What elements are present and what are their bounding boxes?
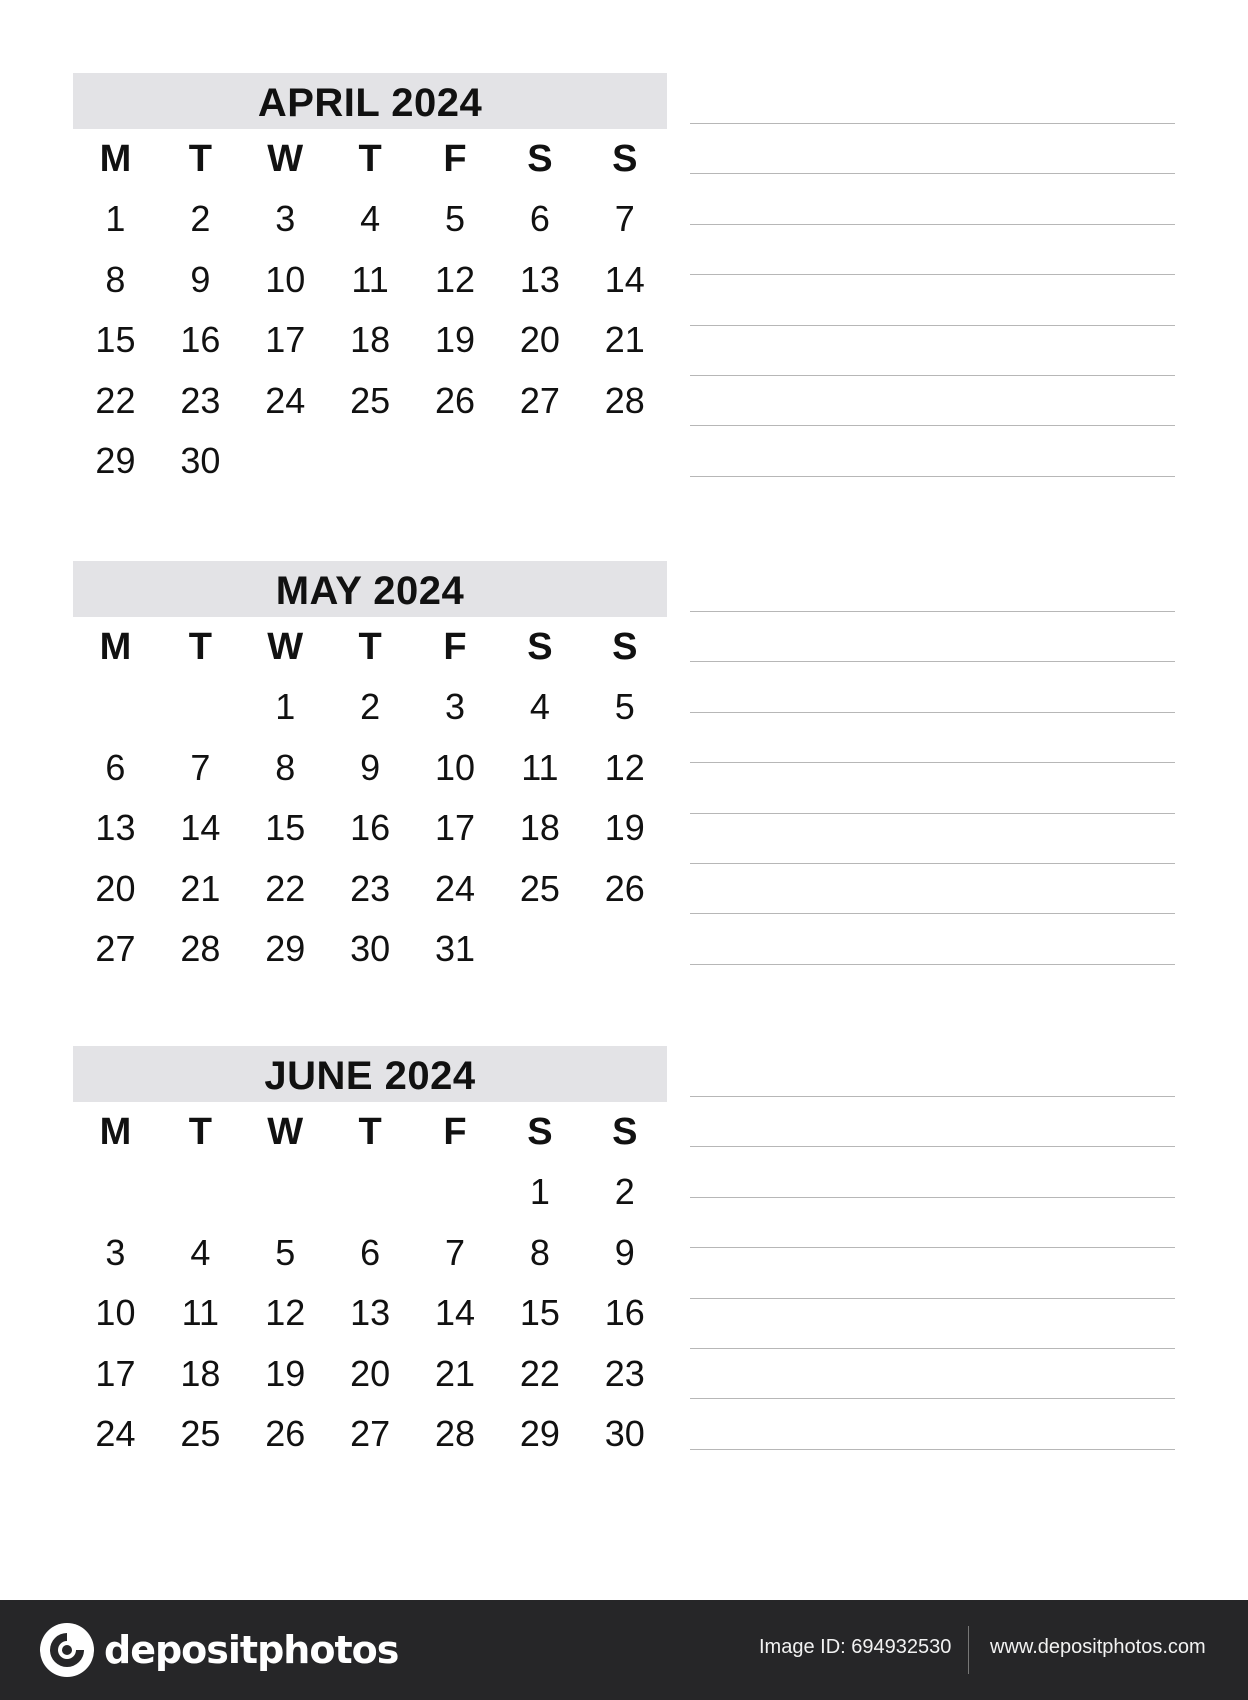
note-line — [690, 1348, 1175, 1349]
note-line — [690, 813, 1175, 814]
month-block — [73, 73, 667, 492]
day-cell: 6 — [105, 746, 126, 788]
empty-day-cell — [158, 1162, 243, 1223]
day-cell: 6 — [529, 198, 550, 239]
day-cell: 10 — [95, 1292, 136, 1333]
day-cell: 15 — [95, 319, 136, 360]
day-cell: 17 — [265, 319, 306, 360]
weekday-header: M — [99, 1111, 132, 1153]
footer-bar — [0, 1600, 1248, 1700]
day-cell: 21 — [604, 319, 645, 360]
day-cell: 2 — [614, 1171, 635, 1212]
day-cell: 28 — [180, 928, 221, 969]
weekday-header: F — [443, 626, 467, 668]
day-cell: 27 — [350, 1413, 391, 1454]
note-line — [690, 712, 1175, 713]
days-grid — [73, 189, 667, 492]
note-line — [690, 1197, 1175, 1198]
day-cell: 3 — [275, 198, 296, 239]
day-cell: 4 — [190, 1231, 211, 1273]
empty-day-cell — [73, 1162, 158, 1223]
month-title: JUNE 2024 — [73, 1046, 667, 1102]
day-cell: 28 — [434, 1413, 476, 1454]
note-line — [690, 1398, 1175, 1399]
day-cell: 29 — [265, 928, 306, 969]
day-cell: 8 — [105, 258, 126, 300]
note-line — [690, 863, 1175, 864]
empty-day-cell — [243, 431, 328, 492]
day-cell: 15 — [519, 1292, 560, 1333]
note-line — [690, 661, 1175, 662]
day-cell: 5 — [614, 686, 635, 727]
note-line — [690, 224, 1175, 225]
note-line — [690, 476, 1175, 477]
day-cell: 29 — [519, 1413, 560, 1454]
day-cell: 5 — [444, 198, 466, 239]
weekday-header: S — [612, 626, 638, 668]
empty-day-cell — [413, 431, 498, 492]
weekday-header: W — [267, 138, 304, 180]
month-title: APRIL 2024 — [73, 73, 667, 129]
day-cell: 30 — [180, 440, 221, 481]
day-cell: 7 — [444, 1231, 466, 1273]
day-cell: 12 — [434, 258, 476, 300]
weekday-header: T — [358, 626, 382, 668]
day-cell: 11 — [351, 258, 389, 300]
day-cell: 10 — [434, 746, 476, 788]
month-block — [73, 561, 667, 980]
empty-day-cell — [413, 1162, 498, 1223]
weekday-header: S — [527, 138, 553, 180]
day-cell: 25 — [519, 867, 560, 909]
day-cell: 9 — [614, 1231, 635, 1273]
day-cell: 27 — [519, 379, 560, 421]
day-cell: 22 — [519, 1352, 560, 1394]
day-cell: 24 — [265, 379, 306, 421]
day-cell: 26 — [265, 1413, 306, 1454]
note-line — [690, 1449, 1175, 1450]
day-cell: 24 — [434, 867, 476, 909]
day-cell: 8 — [275, 746, 296, 788]
empty-day-cell — [497, 919, 582, 980]
day-cell: 13 — [95, 807, 136, 848]
weekday-header: S — [527, 1111, 553, 1153]
day-cell: 30 — [604, 1413, 645, 1454]
day-cell: 4 — [529, 686, 550, 727]
day-cell: 18 — [180, 1352, 221, 1394]
note-line — [690, 173, 1175, 174]
note-line — [690, 913, 1175, 914]
day-cell: 26 — [604, 867, 645, 909]
weekday-header: T — [188, 1111, 212, 1153]
day-cell: 13 — [519, 258, 560, 300]
footer-divider — [968, 1626, 969, 1674]
days-grid — [73, 677, 667, 980]
day-cell: 3 — [105, 1231, 126, 1273]
day-cell: 21 — [434, 1352, 476, 1394]
weekday-header: T — [358, 138, 382, 180]
weekday-header: M — [99, 626, 132, 668]
weekday-header: F — [443, 138, 467, 180]
note-line — [690, 1247, 1175, 1248]
day-cell: 9 — [190, 258, 211, 300]
day-cell: 19 — [265, 1352, 306, 1394]
weekday-header: S — [612, 138, 638, 180]
day-cell: 16 — [350, 807, 391, 848]
weekday-header-row — [73, 129, 667, 189]
note-line — [690, 762, 1175, 763]
weekday-header: T — [188, 626, 212, 668]
day-cell: 1 — [529, 1171, 550, 1212]
camera-logo-icon — [38, 1621, 96, 1679]
day-cell: 14 — [604, 258, 645, 300]
day-cell: 26 — [434, 379, 476, 421]
day-cell: 20 — [95, 867, 136, 909]
weekday-header: M — [99, 138, 132, 180]
month-block — [73, 1046, 667, 1465]
day-cell: 6 — [360, 1231, 381, 1273]
day-cell: 18 — [350, 319, 391, 360]
note-line — [690, 123, 1175, 124]
weekday-header-row — [73, 1102, 667, 1162]
day-cell: 13 — [350, 1292, 391, 1333]
day-cell: 27 — [95, 928, 136, 969]
weekday-header: S — [527, 626, 553, 668]
site-url: www.depositphotos.com — [990, 1636, 1206, 1658]
day-cell: 23 — [350, 867, 391, 909]
weekday-header-row — [73, 617, 667, 677]
day-cell: 14 — [434, 1292, 476, 1333]
weekday-header: S — [612, 1111, 638, 1153]
day-cell: 7 — [614, 198, 635, 239]
empty-day-cell — [582, 431, 667, 492]
day-cell: 16 — [180, 319, 221, 360]
day-cell: 19 — [434, 319, 476, 360]
day-cell: 17 — [434, 807, 476, 848]
day-cell: 17 — [95, 1352, 136, 1394]
day-cell: 1 — [105, 198, 126, 239]
day-cell: 19 — [604, 807, 645, 848]
day-cell: 22 — [265, 867, 306, 909]
day-cell: 23 — [604, 1352, 645, 1394]
empty-day-cell — [158, 677, 243, 738]
day-cell: 28 — [604, 379, 645, 421]
day-cell: 4 — [360, 198, 381, 239]
note-line — [690, 375, 1175, 376]
empty-day-cell — [328, 1162, 413, 1223]
day-cell: 25 — [350, 379, 391, 421]
day-cell: 10 — [265, 258, 306, 300]
day-cell: 15 — [265, 807, 306, 848]
brand-name: depositphotos — [104, 1628, 399, 1672]
day-cell: 18 — [519, 807, 560, 848]
empty-day-cell — [243, 1162, 328, 1223]
note-line — [690, 1146, 1175, 1147]
day-cell: 20 — [519, 319, 560, 360]
image-id: Image ID: 694932530 — [759, 1636, 952, 1658]
day-cell: 24 — [95, 1413, 136, 1454]
days-grid — [73, 1162, 667, 1465]
note-line — [690, 1298, 1175, 1299]
empty-day-cell — [73, 677, 158, 738]
day-cell: 11 — [521, 746, 559, 788]
day-cell: 25 — [180, 1413, 221, 1454]
note-line — [690, 611, 1175, 612]
day-cell: 11 — [181, 1292, 220, 1333]
day-cell: 22 — [95, 379, 136, 421]
weekday-header: T — [188, 138, 212, 180]
note-line — [690, 274, 1175, 275]
day-cell: 14 — [180, 807, 221, 848]
note-line — [690, 425, 1175, 426]
note-line — [690, 964, 1175, 965]
note-line — [690, 325, 1175, 326]
day-cell: 7 — [190, 746, 211, 788]
day-cell: 2 — [360, 686, 381, 727]
day-cell: 21 — [180, 867, 221, 909]
day-cell: 12 — [265, 1292, 306, 1333]
day-cell: 31 — [434, 928, 476, 969]
month-title: MAY 2024 — [73, 561, 667, 617]
note-line — [690, 1096, 1175, 1097]
empty-day-cell — [328, 431, 413, 492]
weekday-header: F — [443, 1111, 467, 1153]
day-cell: 30 — [350, 928, 391, 969]
day-cell: 12 — [604, 746, 645, 788]
day-cell: 8 — [529, 1231, 550, 1273]
weekday-header: T — [358, 1111, 382, 1153]
weekday-header: W — [267, 626, 304, 668]
day-cell: 9 — [360, 746, 381, 788]
day-cell: 23 — [180, 379, 221, 421]
day-cell: 16 — [604, 1292, 645, 1333]
brand — [38, 1621, 398, 1679]
day-cell: 29 — [95, 440, 136, 481]
day-cell: 3 — [444, 686, 466, 727]
day-cell: 5 — [275, 1231, 296, 1273]
day-cell: 20 — [350, 1352, 391, 1394]
empty-day-cell — [497, 431, 582, 492]
empty-day-cell — [582, 919, 667, 980]
weekday-header: W — [267, 1111, 304, 1153]
day-cell: 1 — [275, 686, 296, 727]
day-cell: 2 — [190, 198, 211, 239]
